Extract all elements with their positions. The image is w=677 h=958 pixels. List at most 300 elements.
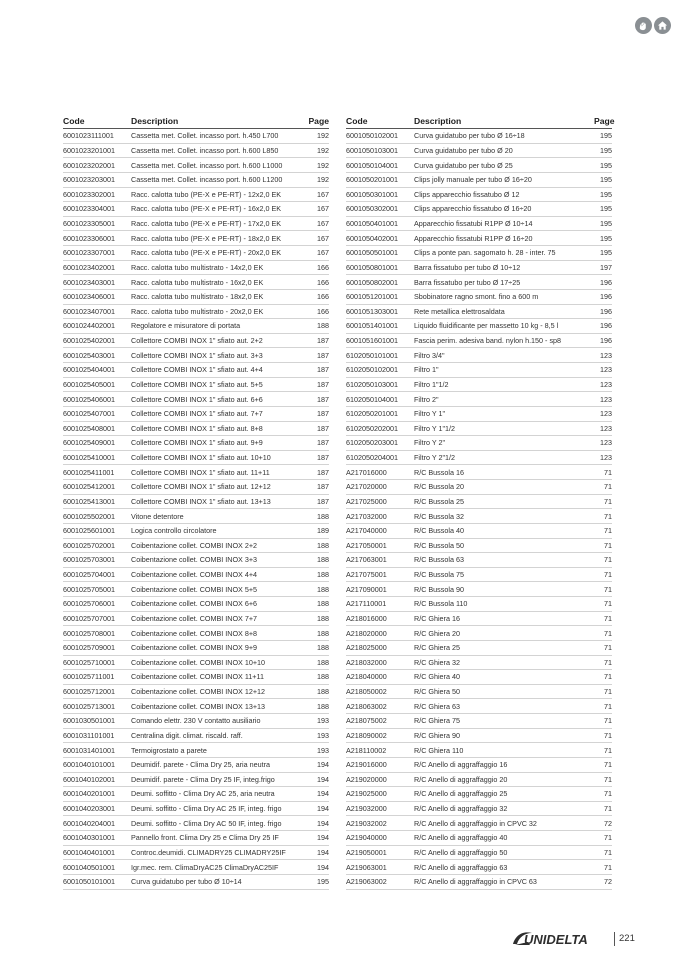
cell-code: 6001051201001 [346,289,414,304]
cell-page: 195 [594,158,612,173]
table-row [346,670,612,685]
cell-page: 71 [594,699,612,714]
table-row [63,567,329,582]
cell-code: A217025000 [346,494,414,509]
cell-code: 6102050102001 [346,363,414,378]
cell-page: 196 [594,275,612,290]
column-header-code: Code [346,114,414,129]
cell-page: 71 [594,787,612,802]
table-row [346,787,612,802]
cell-description: Apparecchio fissatubi R1PP Ø 16÷20 [414,231,594,246]
cell-page: 193 [307,728,329,743]
cell-description: Racc. calotta tubo multistrato - 14x2,0 EK [131,260,307,275]
table-row [346,743,612,758]
cell-description: Controc.deumidi. CLIMADRY25 CLIMADRY25IF [131,845,307,860]
table-row [63,874,329,889]
cell-description: Curva guidatubo per tubo Ø 20 [414,143,594,158]
cell-description: Filtro Y 2"1/2 [414,450,594,465]
table-row [63,597,329,612]
cell-code: A217110001 [346,597,414,612]
cell-code: 6001050402001 [346,231,414,246]
cell-description: Cassetta met. Collet. incasso port. h.600 L850 [131,143,307,158]
table-row [346,129,612,144]
cell-code: 6001023202001 [63,158,131,173]
cell-code: 6001025404001 [63,363,131,378]
cell-code: 6001023203001 [63,172,131,187]
cell-description: Rete metallica elettrosaldata [414,304,594,319]
cell-code: 6001023304001 [63,202,131,217]
table-row [63,640,329,655]
cell-code: 6001040301001 [63,831,131,846]
cell-page: 166 [307,304,329,319]
cell-code: A218040000 [346,670,414,685]
cell-page: 195 [307,874,329,889]
cell-description: Igr.mec. rem. ClimaDryAC25 ClimaDryAC25IF [131,860,307,875]
cell-page: 187 [307,406,329,421]
cell-page: 71 [594,655,612,670]
cell-page: 187 [307,480,329,495]
cell-page: 188 [307,626,329,641]
cell-code: 6001025702001 [63,538,131,553]
cell-description: Filtro 1"1/2 [414,377,594,392]
cell-page: 71 [594,831,612,846]
cell-code: 6001025410001 [63,450,131,465]
table-row [63,275,329,290]
cell-code: A219050001 [346,845,414,860]
cell-code: 6001040501001 [63,860,131,875]
cell-code: 6001040203001 [63,801,131,816]
cell-description: Barra fissatubo per tubo Ø 10÷12 [414,260,594,275]
table-row [346,655,612,670]
cell-code: 6001025703001 [63,553,131,568]
table-row [63,772,329,787]
cell-code: 6001025707001 [63,611,131,626]
cell-page: 196 [594,319,612,334]
cell-description: R/C Bussola 20 [414,480,594,495]
cell-page: 197 [594,260,612,275]
table-row [63,143,329,158]
cell-code: A218025000 [346,640,414,655]
cell-description: Pannello front. Clima Dry 25 e Clima Dry 25 IF [131,831,307,846]
cell-page: 71 [594,714,612,729]
cell-code: 6001025704001 [63,567,131,582]
cell-code: A217032000 [346,509,414,524]
table-row [63,421,329,436]
cell-page: 166 [307,260,329,275]
column-header-description: Description [414,114,594,129]
cell-code: 6001024402001 [63,319,131,334]
table-row [63,436,329,451]
table-row [63,684,329,699]
cell-description: Comando elettr. 230 V contatto ausiliario [131,714,307,729]
cell-code: A219025000 [346,787,414,802]
table-row [346,845,612,860]
table-row [346,187,612,202]
table-row [346,392,612,407]
cell-description: R/C Anello di aggraffaggio 16 [414,757,594,772]
home-icon[interactable] [654,17,671,34]
cell-description: Clips jolly manuale per tubo Ø 16÷20 [414,172,594,187]
cell-description: R/C Bussola 63 [414,553,594,568]
cell-code: 6001023305001 [63,216,131,231]
cell-description: Racc. calotta tubo multistrato - 18x2,0 EK [131,289,307,304]
cell-page: 196 [594,304,612,319]
table-header-row [346,114,612,129]
cell-code: 6001025413001 [63,494,131,509]
table-row [346,523,612,538]
table-row [63,304,329,319]
cell-description: Racc. calotta tubo (PE-X e PE-RT) - 18x2,0 EK [131,231,307,246]
cell-code: 6001025402001 [63,333,131,348]
cell-page: 195 [594,172,612,187]
cell-code: 6001025706001 [63,597,131,612]
cell-page: 188 [307,611,329,626]
cell-description: Collettore COMBI INOX 1" sfiato aut. 8+8 [131,421,307,436]
table-row [346,143,612,158]
cell-page: 188 [307,684,329,699]
table-row [63,582,329,597]
cell-description: Coibentazione collet. COMBI INOX 7+7 [131,611,307,626]
table-row [63,465,329,480]
cell-description: R/C Ghiera 40 [414,670,594,685]
table-row [63,348,329,363]
cell-description: Clips a ponte pan. sagomato h. 28 - inter. 75 [414,246,594,261]
cell-description: Curva guidatubo per tubo Ø 10÷14 [131,874,307,889]
table-row [346,801,612,816]
cell-description: R/C Anello di aggraffaggio 25 [414,787,594,802]
table-row [346,260,612,275]
table-body [63,129,329,890]
table-row [346,874,612,889]
cell-description: Collettore COMBI INOX 1" sfiato aut. 10+10 [131,450,307,465]
cell-page: 71 [594,480,612,495]
cell-description: Filtro Y 1"1/2 [414,421,594,436]
table-row [346,450,612,465]
cell-description: Collettore COMBI INOX 1" sfiato aut. 6+6 [131,392,307,407]
cell-code: 6001025712001 [63,684,131,699]
cell-code: 6001023302001 [63,187,131,202]
cell-page: 71 [594,684,612,699]
table-row [63,333,329,348]
cell-description: R/C Bussola 50 [414,538,594,553]
table-row [346,406,612,421]
cell-description: Racc. calotta tubo multistrato - 16x2,0 EK [131,275,307,290]
cell-code: A219032002 [346,816,414,831]
table-row [63,816,329,831]
cell-page: 196 [594,333,612,348]
cell-code: 6001025705001 [63,582,131,597]
table-row [63,158,329,173]
cell-description: R/C Ghiera 63 [414,699,594,714]
cell-description: Apparecchio fissatubi R1PP Ø 10÷14 [414,216,594,231]
cell-description: R/C Ghiera 90 [414,728,594,743]
cell-code: A218032000 [346,655,414,670]
cell-page: 123 [594,406,612,421]
table-row [346,582,612,597]
cell-page: 71 [594,538,612,553]
table-row [346,348,612,363]
cell-page: 166 [307,275,329,290]
table-row [63,480,329,495]
cell-description: R/C Anello di aggraffaggio in CPVC 32 [414,816,594,831]
cell-description: Coibentazione collet. COMBI INOX 8+8 [131,626,307,641]
cell-page: 123 [594,436,612,451]
table-row [63,845,329,860]
table-row [63,363,329,378]
cell-page: 187 [307,450,329,465]
cell-page: 188 [307,553,329,568]
table-row [63,172,329,187]
cell-page: 195 [594,231,612,246]
table-row [63,831,329,846]
table-row [346,246,612,261]
cell-code: 6001025403001 [63,348,131,363]
cell-code: 6001050302001 [346,202,414,217]
table-row [63,377,329,392]
cell-code: A217020000 [346,480,414,495]
table-row [63,319,329,334]
table-row [346,757,612,772]
table-row [346,304,612,319]
cell-description: Curva guidatubo per tubo Ø 25 [414,158,594,173]
unidelta-logo [510,930,610,948]
cell-code: A219040000 [346,831,414,846]
cell-code: 6001023307001 [63,246,131,261]
cell-code: A218090002 [346,728,414,743]
cell-code: 6001025601001 [63,523,131,538]
cell-description: Coibentazione collet. COMBI INOX 13+13 [131,699,307,714]
cell-description: Logica controllo circolatore [131,523,307,538]
table-row [63,626,329,641]
cell-description: Liquido fluidificante per massetto 10 kg - 8,5 l [414,319,594,334]
cell-code: 6001051601001 [346,333,414,348]
table-row [63,202,329,217]
table-row [63,392,329,407]
cell-code: 6001025412001 [63,480,131,495]
cell-code: 6102050202001 [346,421,414,436]
cell-page: 187 [307,421,329,436]
column-header-page: Page [594,114,612,129]
table-row [63,860,329,875]
cell-description: R/C Ghiera 16 [414,611,594,626]
cell-code: 6001023111001 [63,129,131,144]
cell-code: A218050002 [346,684,414,699]
cell-code: A217050001 [346,538,414,553]
cell-description: Clips apparecchio fissatubo Ø 12 [414,187,594,202]
cell-page: 123 [594,377,612,392]
cell-description: R/C Ghiera 110 [414,743,594,758]
table-row [63,450,329,465]
table-row [63,655,329,670]
cell-description: Deumidif. parete - Clima Dry 25, aria neutra [131,757,307,772]
cell-page: 72 [594,874,612,889]
cell-page: 123 [594,450,612,465]
cell-code: 6001051303001 [346,304,414,319]
cell-page: 71 [594,845,612,860]
cell-description: Coibentazione collet. COMBI INOX 4+4 [131,567,307,582]
cell-page: 188 [307,538,329,553]
cell-code: 6001030501001 [63,714,131,729]
cell-page: 195 [594,216,612,231]
cell-code: 6001040401001 [63,845,131,860]
cell-description: R/C Anello di aggraffaggio 20 [414,772,594,787]
cell-page: 188 [307,640,329,655]
cell-page: 71 [594,465,612,480]
table-row [346,860,612,875]
table-row [346,553,612,568]
cell-description: Deumi. soffitto - Clima Dry AC 50 IF, integ. frigo [131,816,307,831]
cell-description: Cassetta met. Collet. incasso port. h.600 L1200 [131,172,307,187]
table-row [346,597,612,612]
cell-description: Cassetta met. Collet. incasso port. h.450 L700 [131,129,307,144]
cell-page: 195 [594,129,612,144]
table-row [346,772,612,787]
table-row [63,187,329,202]
cell-description: Racc. calotta tubo (PE-X e PE-RT) - 17x2,0 EK [131,216,307,231]
cell-description: Filtro 1" [414,363,594,378]
cell-page: 188 [307,655,329,670]
cell-description: Racc. calotta tubo (PE-X e PE-RT) - 20x2,0 EK [131,246,307,261]
footer-divider [614,932,615,946]
cell-page: 188 [307,597,329,612]
table-row [346,465,612,480]
cell-code: 6001025408001 [63,421,131,436]
cell-description: Termoigrostato a parete [131,743,307,758]
cell-page: 123 [594,421,612,436]
table-row [346,728,612,743]
table-row [346,626,612,641]
table-row [346,480,612,495]
cell-description: Coibentazione collet. COMBI INOX 5+5 [131,582,307,597]
cell-description: Deumi. soffitto - Clima Dry AC 25 IF, integ. frigo [131,801,307,816]
cell-page: 188 [307,567,329,582]
cell-description: Collettore COMBI INOX 1" sfiato aut. 9+9 [131,436,307,451]
cell-page: 187 [307,333,329,348]
cell-description: Coibentazione collet. COMBI INOX 12+12 [131,684,307,699]
cell-description: Sbobinatore ragno smont. fino a 600 m [414,289,594,304]
table-row [346,567,612,582]
table-row [346,289,612,304]
cell-code: 6001025710001 [63,655,131,670]
cell-description: R/C Bussola 110 [414,597,594,612]
table-row [63,246,329,261]
cell-page: 167 [307,187,329,202]
table-row [346,640,612,655]
cell-description: Coibentazione collet. COMBI INOX 11+11 [131,670,307,685]
column-header-page: Page [307,114,329,129]
table-row [346,421,612,436]
cell-page: 71 [594,640,612,655]
cell-page: 72 [594,816,612,831]
cell-code: 6102050201001 [346,406,414,421]
cell-description: Collettore COMBI INOX 1" sfiato aut. 4+4 [131,363,307,378]
cell-description: Coibentazione collet. COMBI INOX 3+3 [131,553,307,568]
table-row [63,509,329,524]
cell-page: 123 [594,363,612,378]
cell-page: 187 [307,436,329,451]
cell-page: 194 [307,787,329,802]
cell-description: Coibentazione collet. COMBI INOX 10+10 [131,655,307,670]
cell-page: 166 [307,289,329,304]
cell-description: R/C Ghiera 32 [414,655,594,670]
cell-code: A218063002 [346,699,414,714]
cell-page: 194 [307,860,329,875]
cell-page: 194 [307,801,329,816]
cell-page: 123 [594,392,612,407]
cell-description: Coibentazione collet. COMBI INOX 6+6 [131,597,307,612]
cell-page: 194 [307,816,329,831]
header-icons [635,17,671,34]
table-row [346,363,612,378]
cell-code: 6001023407001 [63,304,131,319]
cell-description: Coibentazione collet. COMBI INOX 2+2 [131,538,307,553]
cell-code: A217040000 [346,523,414,538]
hands-icon[interactable] [635,17,652,34]
cell-code: 6001050802001 [346,275,414,290]
table-row [346,377,612,392]
cell-code: 6001025709001 [63,640,131,655]
cell-page: 71 [594,743,612,758]
cell-description: Racc. calotta tubo multistrato - 20x2,0 EK [131,304,307,319]
cell-code: A218016000 [346,611,414,626]
cell-description: R/C Anello di aggraffaggio 63 [414,860,594,875]
cell-page: 71 [594,567,612,582]
cell-code: 6001050801001 [346,260,414,275]
cell-page: 194 [307,831,329,846]
cell-code: 6102050101001 [346,348,414,363]
cell-page: 194 [307,757,329,772]
cell-page: 71 [594,597,612,612]
cell-code: 6102050103001 [346,377,414,392]
cell-page: 71 [594,626,612,641]
cell-page: 189 [307,523,329,538]
cell-page: 188 [307,582,329,597]
table-row [346,494,612,509]
index-table-right [346,114,615,890]
cell-description: Filtro 2" [414,392,594,407]
cell-code: 6001025405001 [63,377,131,392]
cell-code: 6001050201001 [346,172,414,187]
table-row [63,129,329,144]
cell-description: R/C Ghiera 75 [414,714,594,729]
table-row [63,611,329,626]
cell-code: 6001025406001 [63,392,131,407]
cell-description: R/C Anello di aggraffaggio 40 [414,831,594,846]
cell-description: Deumidif. parete - Clima Dry 25 IF, integ.frigo [131,772,307,787]
cell-code: A217090001 [346,582,414,597]
cell-page: 196 [594,289,612,304]
cell-description: Collettore COMBI INOX 1" sfiato aut. 2+2 [131,333,307,348]
cell-code: 6001025713001 [63,699,131,714]
cell-page: 188 [307,509,329,524]
cell-description: Regolatore e misuratore di portata [131,319,307,334]
brand-name: UNIDELTA [524,932,588,947]
cell-page: 187 [307,363,329,378]
table-row [346,158,612,173]
cell-code: 6001023201001 [63,143,131,158]
cell-description: Racc. calotta tubo (PE-X e PE-RT) - 12x2,0 EK [131,187,307,202]
cell-code: 6001051401001 [346,319,414,334]
cell-description: Coibentazione collet. COMBI INOX 9+9 [131,640,307,655]
cell-page: 187 [307,392,329,407]
cell-page: 194 [307,845,329,860]
cell-page: 192 [307,158,329,173]
cell-page: 194 [307,772,329,787]
column-header-description: Description [131,114,307,129]
table-row [63,670,329,685]
table-row [63,523,329,538]
cell-code: A219016000 [346,757,414,772]
